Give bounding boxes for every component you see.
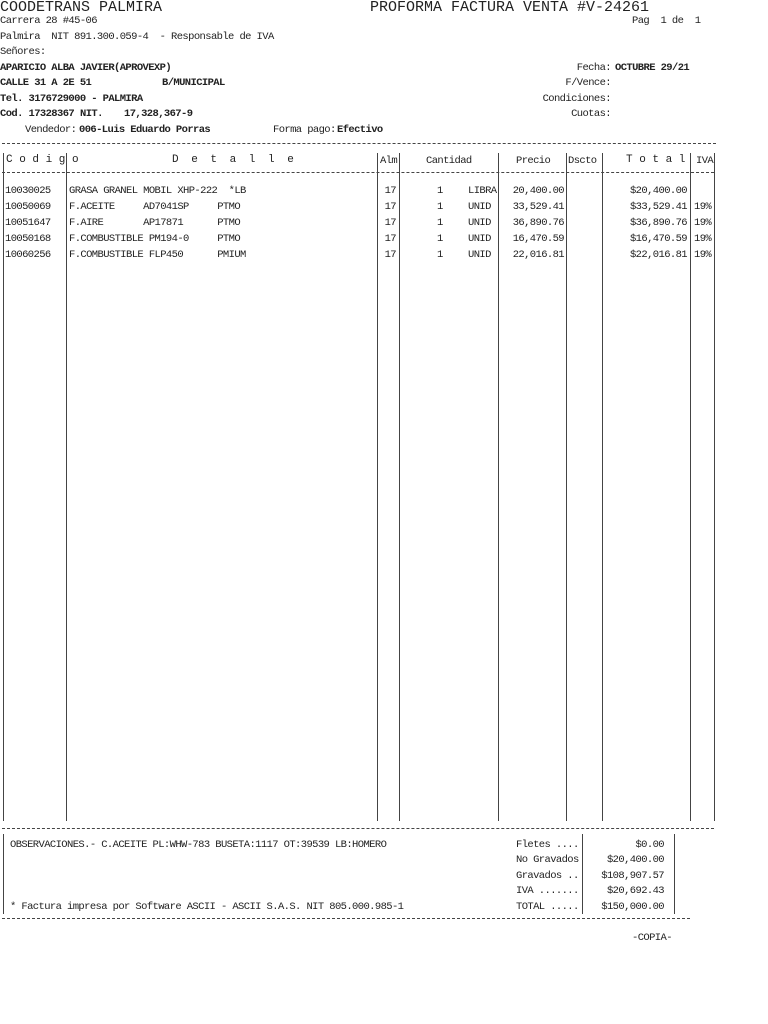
header-precio: Precio bbox=[516, 155, 551, 167]
cell-cantidad: 1 bbox=[437, 201, 443, 213]
cell-codigo: 10050168 bbox=[5, 233, 51, 245]
cell-precio: 16,470.59 bbox=[512, 233, 564, 245]
header-alm: Alm bbox=[380, 155, 398, 167]
cell-codigo: 10060256 bbox=[5, 249, 51, 261]
senores-label: Señores: bbox=[0, 46, 46, 58]
cell-codigo: 10050069 bbox=[5, 201, 51, 213]
cell-total: $16,470.59 bbox=[629, 233, 687, 245]
cell-alm: 17 bbox=[384, 249, 396, 261]
cell-detalle: F.ACEITE AD7041SP PTMO bbox=[69, 201, 241, 213]
observaciones: OBSERVACIONES.- C.ACEITE PL:WHW-783 BUSETA:1117 OT:39539 LB:HOMERO bbox=[10, 839, 387, 851]
totals-label-fletes: Fletes .... bbox=[516, 839, 579, 851]
client-cod: Cod. 17328367 bbox=[0, 108, 75, 120]
footer-bottom-rule bbox=[2, 918, 690, 919]
footer-left-line bbox=[3, 834, 4, 914]
cell-precio: 20,400.00 bbox=[512, 185, 564, 197]
totals-label-iva: IVA ....... bbox=[516, 885, 579, 897]
totals-value-fletes: $0.00 bbox=[635, 839, 664, 851]
page-number: Pag 1 de 1 bbox=[632, 15, 701, 27]
cell-cantidad: 1 bbox=[437, 217, 443, 229]
col-line bbox=[566, 153, 567, 821]
col-line bbox=[714, 153, 715, 821]
totals-value-iva: $20,692.43 bbox=[606, 885, 664, 897]
col-line bbox=[377, 153, 378, 821]
footer-right-line bbox=[674, 834, 675, 914]
col-line bbox=[399, 153, 400, 821]
company-address: Carrera 28 #45-06 bbox=[0, 15, 97, 27]
table-bottom-rule bbox=[2, 828, 714, 829]
cell-total: $33,529.41 bbox=[629, 201, 687, 213]
header-total: T o t a l bbox=[626, 154, 686, 166]
cell-codigo: 10030025 bbox=[5, 185, 51, 197]
cuotas-label: Cuotas: bbox=[571, 108, 611, 120]
cell-alm: 17 bbox=[384, 217, 396, 229]
fecha-value: OCTUBRE 29/21 bbox=[615, 62, 690, 74]
cell-precio: 36,890.76 bbox=[512, 217, 564, 229]
cell-iva: 19% bbox=[694, 233, 712, 245]
fvence-label: F/Vence: bbox=[565, 77, 611, 89]
col-line bbox=[690, 153, 691, 821]
software-note: * Factura impresa por Software ASCII - ASCII S.A.S. NIT 805.000.985-1 bbox=[10, 901, 404, 913]
cell-codigo: 10051647 bbox=[5, 217, 51, 229]
formapago-label: Forma pago: bbox=[273, 124, 336, 136]
totals-label-total: TOTAL ..... bbox=[516, 901, 579, 913]
header-dscto: Dscto bbox=[568, 155, 597, 167]
cell-total: $20,400.00 bbox=[629, 185, 687, 197]
header-codigo: C o d i g o bbox=[6, 154, 79, 166]
cell-cantidad: 1 bbox=[437, 233, 443, 245]
cell-cantidad: 1 bbox=[437, 185, 443, 197]
cell-unit: UNID bbox=[468, 217, 491, 229]
table-header-rule bbox=[2, 172, 714, 173]
table-top-rule bbox=[2, 143, 716, 144]
cell-iva: 19% bbox=[694, 217, 712, 229]
totals-value-total: $150,000.00 bbox=[601, 901, 664, 913]
cell-total: $22,016.81 bbox=[629, 249, 687, 261]
totals-label-nogravados: No Gravados bbox=[516, 854, 579, 866]
vendedor-value: 006-Luis Eduardo Porras bbox=[79, 124, 211, 136]
company-nit: Palmira NIT 891.300.059-4 - Responsable de IVA bbox=[0, 31, 274, 43]
client-nit: 17,328,367-9 bbox=[124, 108, 193, 120]
cell-total: $36,890.76 bbox=[629, 217, 687, 229]
vendedor-label: Vendedor: bbox=[25, 124, 77, 136]
totals-value-nogravados: $20,400.00 bbox=[606, 854, 664, 866]
cell-unit: LIBRA bbox=[468, 185, 497, 197]
cell-precio: 33,529.41 bbox=[512, 201, 564, 213]
client-zone: B/MUNICIPAL bbox=[162, 77, 225, 89]
cell-cantidad: 1 bbox=[437, 249, 443, 261]
cell-detalle: GRASA GRANEL MOBIL XHP-222 *LB bbox=[69, 185, 246, 197]
header-detalle: D e t a l l e bbox=[172, 154, 297, 166]
cell-iva: 19% bbox=[694, 249, 712, 261]
header-cantidad: Cantidad bbox=[426, 155, 472, 167]
copia-label: -COPIA- bbox=[632, 932, 672, 944]
client-name: APARICIO ALBA JAVIER(APROVEXP) bbox=[0, 62, 172, 74]
col-line bbox=[498, 153, 499, 821]
cell-unit: UNID bbox=[468, 249, 491, 261]
col-line bbox=[66, 153, 67, 821]
totals-label-gravados: Gravados .. bbox=[516, 870, 579, 882]
cell-alm: 17 bbox=[384, 201, 396, 213]
document-title: PROFORMA FACTURA VENTA #V-24261 bbox=[370, 0, 650, 16]
client-nit-label: NIT. bbox=[80, 108, 103, 120]
col-line bbox=[602, 153, 603, 821]
footer-mid-line bbox=[582, 834, 583, 914]
cell-unit: UNID bbox=[468, 233, 491, 245]
totals-value-gravados: $108,907.57 bbox=[601, 870, 664, 882]
header-iva: IVA bbox=[696, 155, 714, 167]
cell-precio: 22,016.81 bbox=[512, 249, 564, 261]
cell-alm: 17 bbox=[384, 233, 396, 245]
formapago-value: Efectivo bbox=[337, 124, 383, 136]
cell-detalle: F.AIRE AP17871 PTMO bbox=[69, 217, 241, 229]
condiciones-label: Condiciones: bbox=[542, 93, 611, 105]
client-address: CALLE 31 A 2E 51 bbox=[0, 77, 92, 89]
cell-detalle: F.COMBUSTIBLE FLP450 PMIUM bbox=[69, 249, 246, 261]
cell-iva: 19% bbox=[694, 201, 712, 213]
cell-detalle: F.COMBUSTIBLE PM194-0 PTMO bbox=[69, 233, 241, 245]
client-tel: Tel. 3176729000 - PALMIRA bbox=[0, 93, 143, 105]
fecha-label: Fecha: bbox=[576, 62, 611, 74]
col-line bbox=[3, 153, 4, 821]
cell-unit: UNID bbox=[468, 201, 491, 213]
company-name: COODETRANS PALMIRA bbox=[0, 0, 163, 16]
cell-alm: 17 bbox=[384, 185, 396, 197]
